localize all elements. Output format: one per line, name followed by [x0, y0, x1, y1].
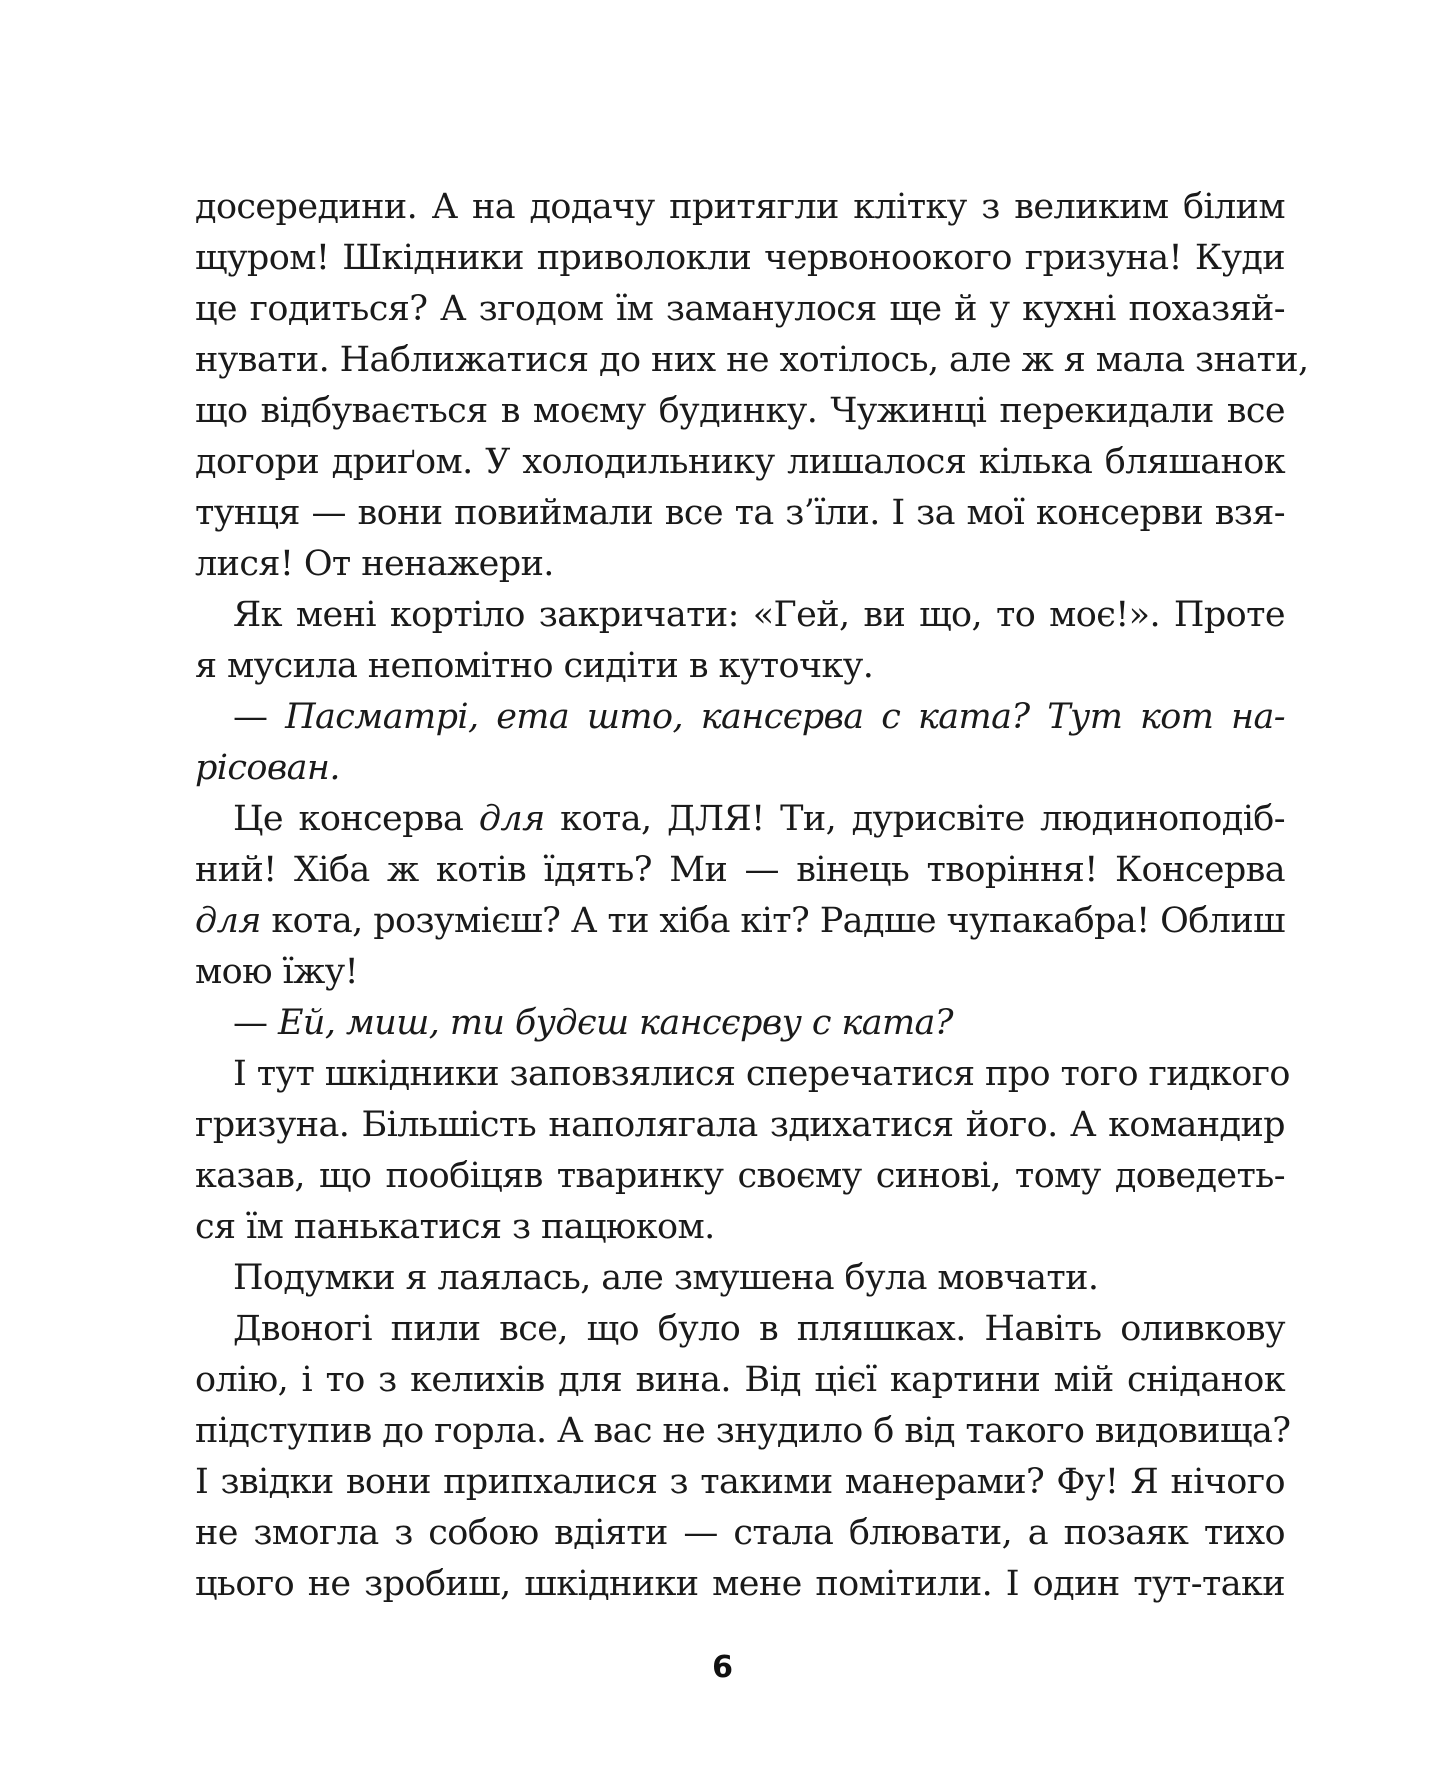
page-number: 6 [712, 1650, 733, 1685]
text-line: я мусила непомітно сидіти в куточку. [195, 646, 874, 686]
text-line: олію, і то з келихів для вина. Від цієї картини мій сніданок [195, 1360, 1285, 1400]
text-line: Як мені кортіло закричати: «Гей, ви що, то моє!». Проте [233, 595, 1285, 635]
text-line [195, 794, 1285, 845]
text-line: І тут шкідники заповзялися сперечатися про того гидкого [233, 1054, 1290, 1094]
dialogue-dash: — [233, 1003, 278, 1043]
text-line: що відбувається в моєму будинку. Чужинці перекидали все [195, 391, 1285, 431]
text-line: гризуна. Більшість наполягала здихатися його. А командир [195, 1105, 1285, 1145]
text-line: Подумки я лаялась, але змушена була мовчати. [233, 1258, 1099, 1298]
italic-emphasis: для [478, 799, 545, 839]
body-text [195, 182, 1309, 1610]
dialogue-line [195, 692, 1285, 743]
text-line: нувати. Наближатися до них не хотілось, але ж я мала знати, [195, 340, 1309, 380]
italic-emphasis: для [195, 901, 261, 941]
text-line: цього не зробиш, шкідники мене помітили. І один тут-таки [195, 1564, 1285, 1604]
text-line [195, 896, 1285, 947]
text-line: догори дриґом. У холодильнику лишалося кілька бляшанок [195, 442, 1285, 482]
text-segment: кота, розумієш? А ти хіба кіт? Радше чупакабра! Облиш [260, 901, 1285, 941]
text-segment: кота, ДЛЯ! Ти, дурисвіте людиноподіб- [544, 799, 1285, 839]
text-line: ний! Хіба ж котів їдять? Ми — вінець творіння! Консерва [195, 850, 1285, 890]
text-line: не змогла з собою вдіяти — стала блювати, а позаяк тихо [195, 1513, 1285, 1553]
text-line: ся їм панькатися з пацюком. [195, 1207, 715, 1247]
text-line: лися! От ненажери. [195, 544, 554, 584]
dialogue-line [195, 998, 1285, 1049]
text-line: казав, що пообіцяв тваринку своєму синові, тому доведеть- [195, 1156, 1285, 1196]
text-segment: Це консерва [233, 799, 479, 839]
italic-speech: Ей, миш, ти будєш кансєрву с ката? [277, 1003, 953, 1043]
text-line: тунця — вони повиймали все та з’їли. І за мої консерви взя- [195, 493, 1285, 533]
dialogue-line [195, 743, 1285, 794]
text-line: досередини. А на додачу притягли клітку з великим білим [195, 187, 1285, 227]
dialogue-dash: — [233, 697, 286, 737]
text-line: це годиться? А згодом їм заманулося ще й у кухні похазяй- [195, 289, 1285, 329]
text-line: щуром! Шкідники приволокли червоноокого гризуна! Куди [195, 238, 1285, 278]
text-line: підступив до горла. А вас не знудило б від такого видовища? [195, 1411, 1291, 1451]
text-line: мою їжу! [195, 952, 359, 992]
text-line: Двоногі пили все, що було в пляшках. Навіть оливкову [233, 1309, 1285, 1349]
text-line: І звідки вони припхалися з такими манерами? Фу! Я нічого [195, 1462, 1285, 1502]
italic-speech: Пасматрі, ета што, кансєрва с ката? Тут кот на- [285, 697, 1285, 737]
italic-speech: рісован. [195, 748, 340, 788]
